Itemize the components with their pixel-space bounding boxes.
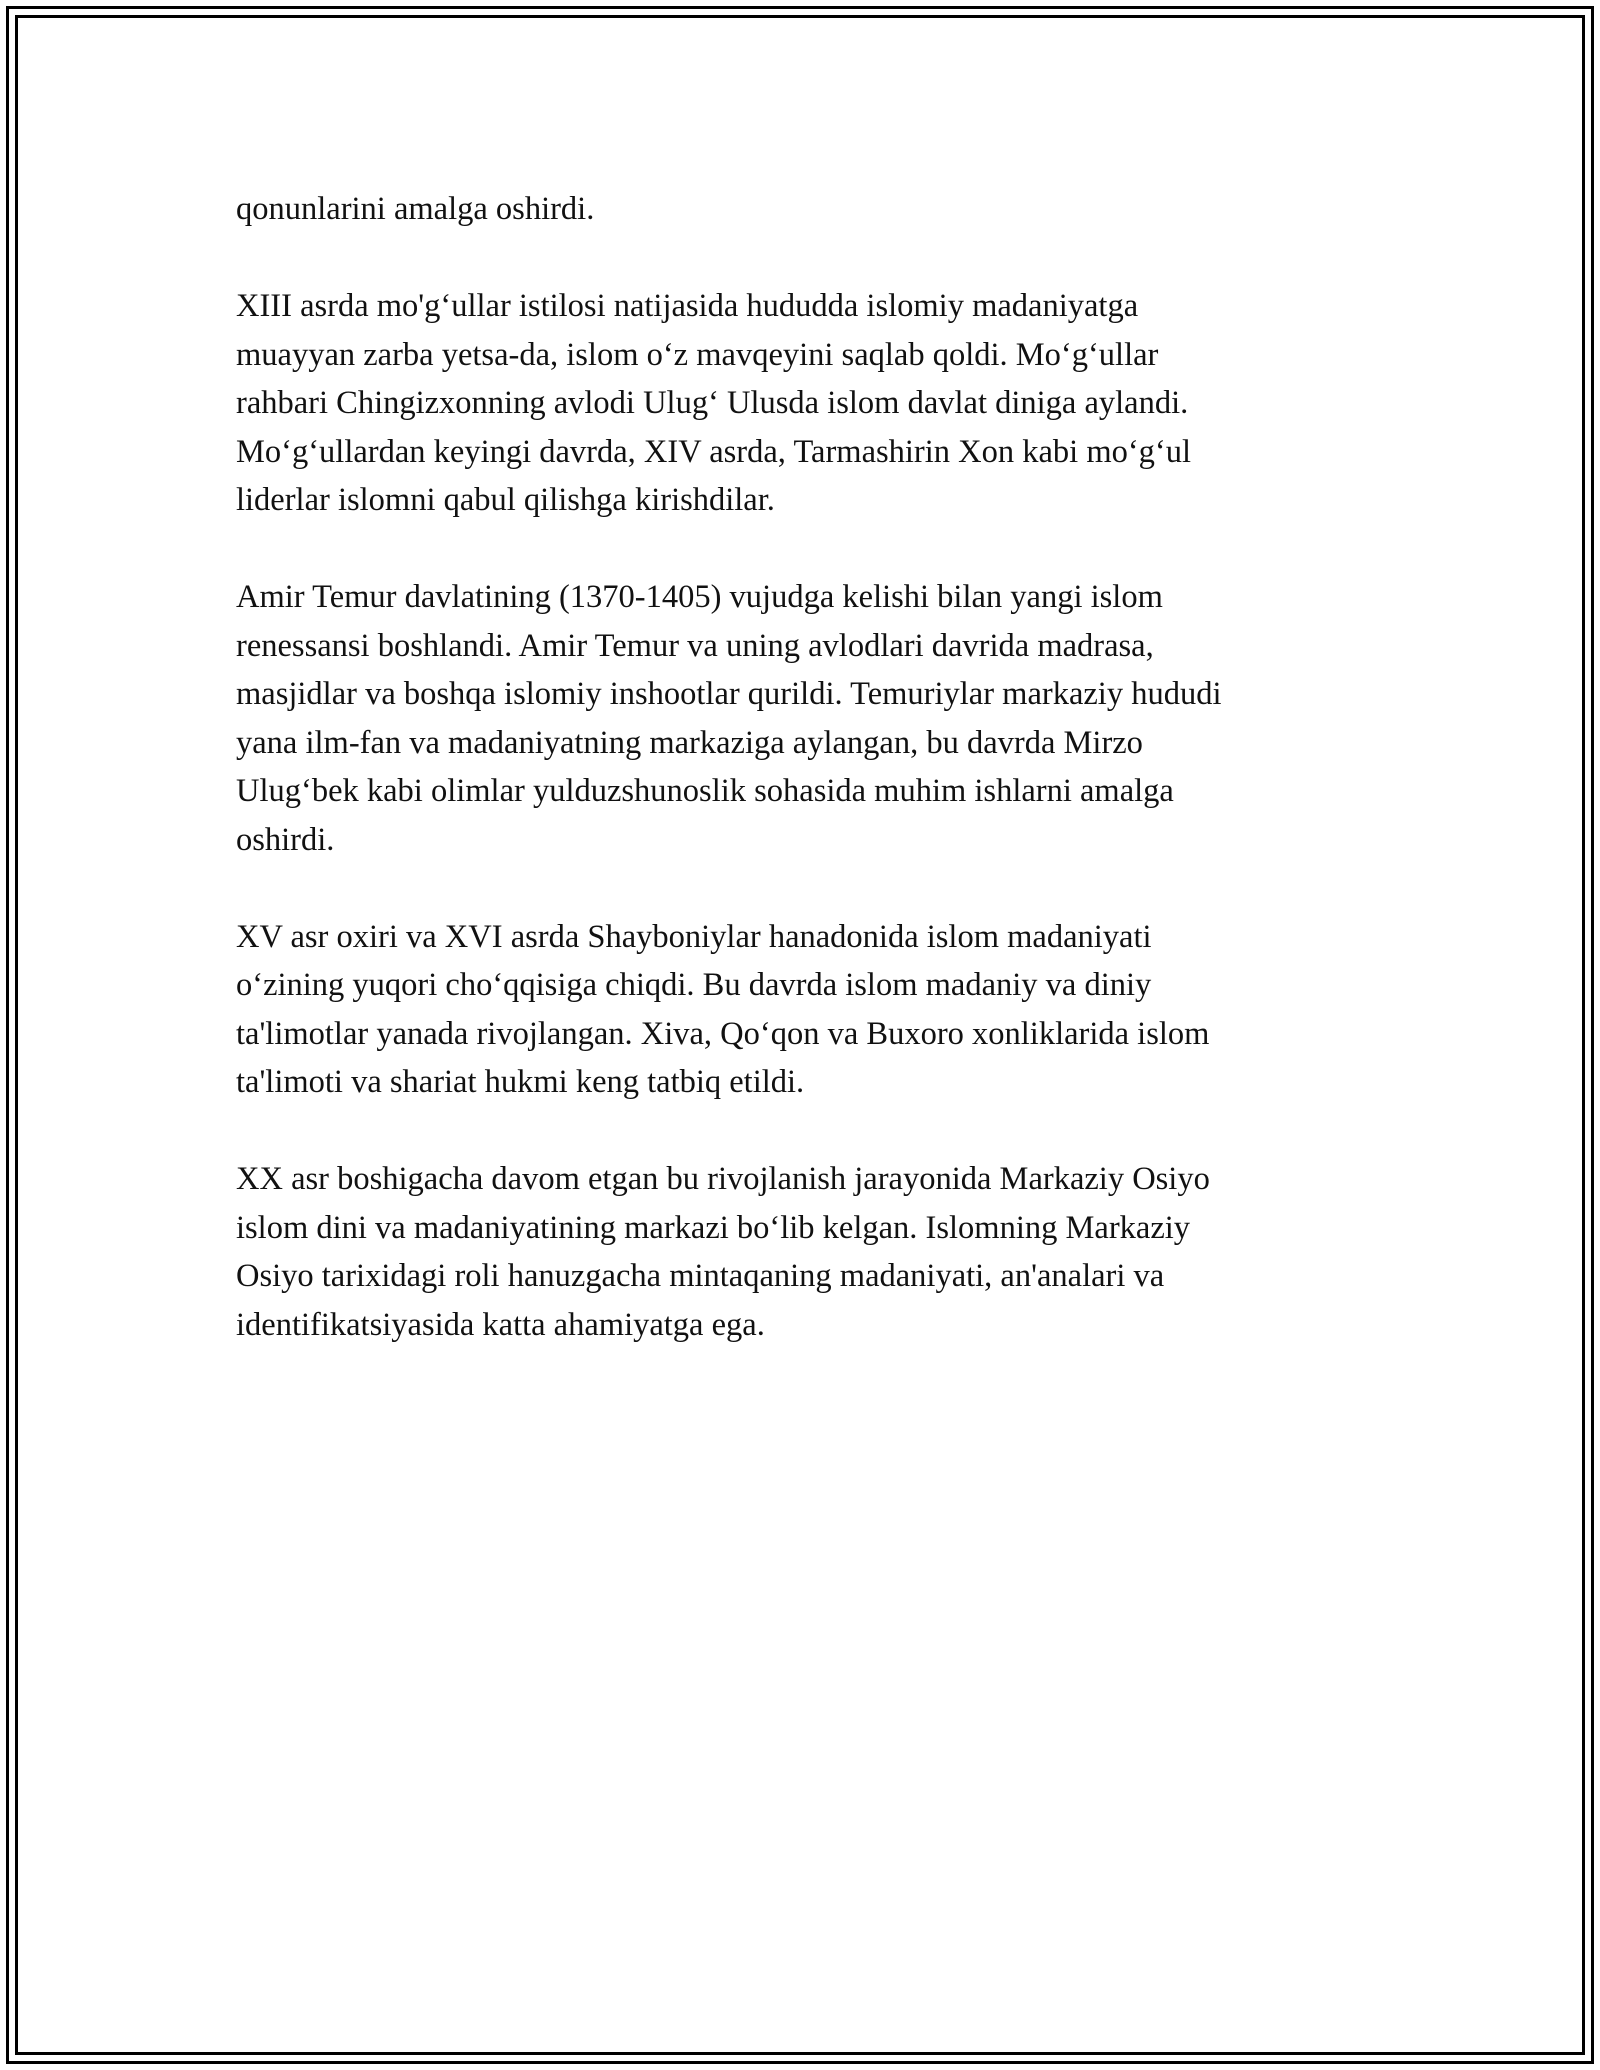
paragraph: Amir Temur davlatining (1370-1405) vujudga kelishi bilan yangi islom renessansi boshlandi. Amir Temur va uning avlodlari davrida madrasa, masjidlar va boshqa islomiy inshootlar qurildi. Temuriylar markaziy hududi yana ilm-fan va madaniyatning markaziga aylangan, bu davrda Mirzo Ulug‘bek kabi olimlar yulduzshunoslik sohasida muhim ishlarni amalga oshirdi. (236, 579, 1222, 858)
paragraph: XIII asrda mo'g‘ullar istilosi natijasida hududda islomiy madaniyatga muayyan zarba yetsa-da, islom o‘z mavqeyini saqlab qoldi. Mo‘g‘ullar rahbari Chingizxonning avlodi Ulug‘ Ulusda islom davlat diniga aylandi. Mo‘g‘ullardan keyingi davrda, XIV asrda, Tarmashirin Xon kabi mo‘g‘ul liderlar islomni qabul qilishga kirishdilar. (236, 288, 1192, 518)
paragraph: qonunlarini amalga oshirdi. (236, 191, 595, 227)
paragraph: XV asr oxiri va XVI asrda Shayboniylar hanadonida islom madaniyati o‘zining yuqori cho‘qqisiga chiqdi. Bu davrda islom madaniy va diniy ta'limotlar yanada rivojlangan. Xiva, Qo‘qon va Buxoro xonliklarida islom ta'limoti va shariat hukmi keng tatbiq etildi. (236, 918, 1210, 1100)
document-body (236, 185, 1366, 1398)
paragraph: XX asr boshigacha davom etgan bu rivojlanish jarayonida Markaziy Osiyo islom dini va madaniyatining markazi bo‘lib kelgan. Islomning Markaziy Osiyo tarixidagi roli hanuzgacha mintaqaning madaniyati, an'analari va identifikatsiyasida katta ahamiyatga ega. (236, 1161, 1210, 1343)
